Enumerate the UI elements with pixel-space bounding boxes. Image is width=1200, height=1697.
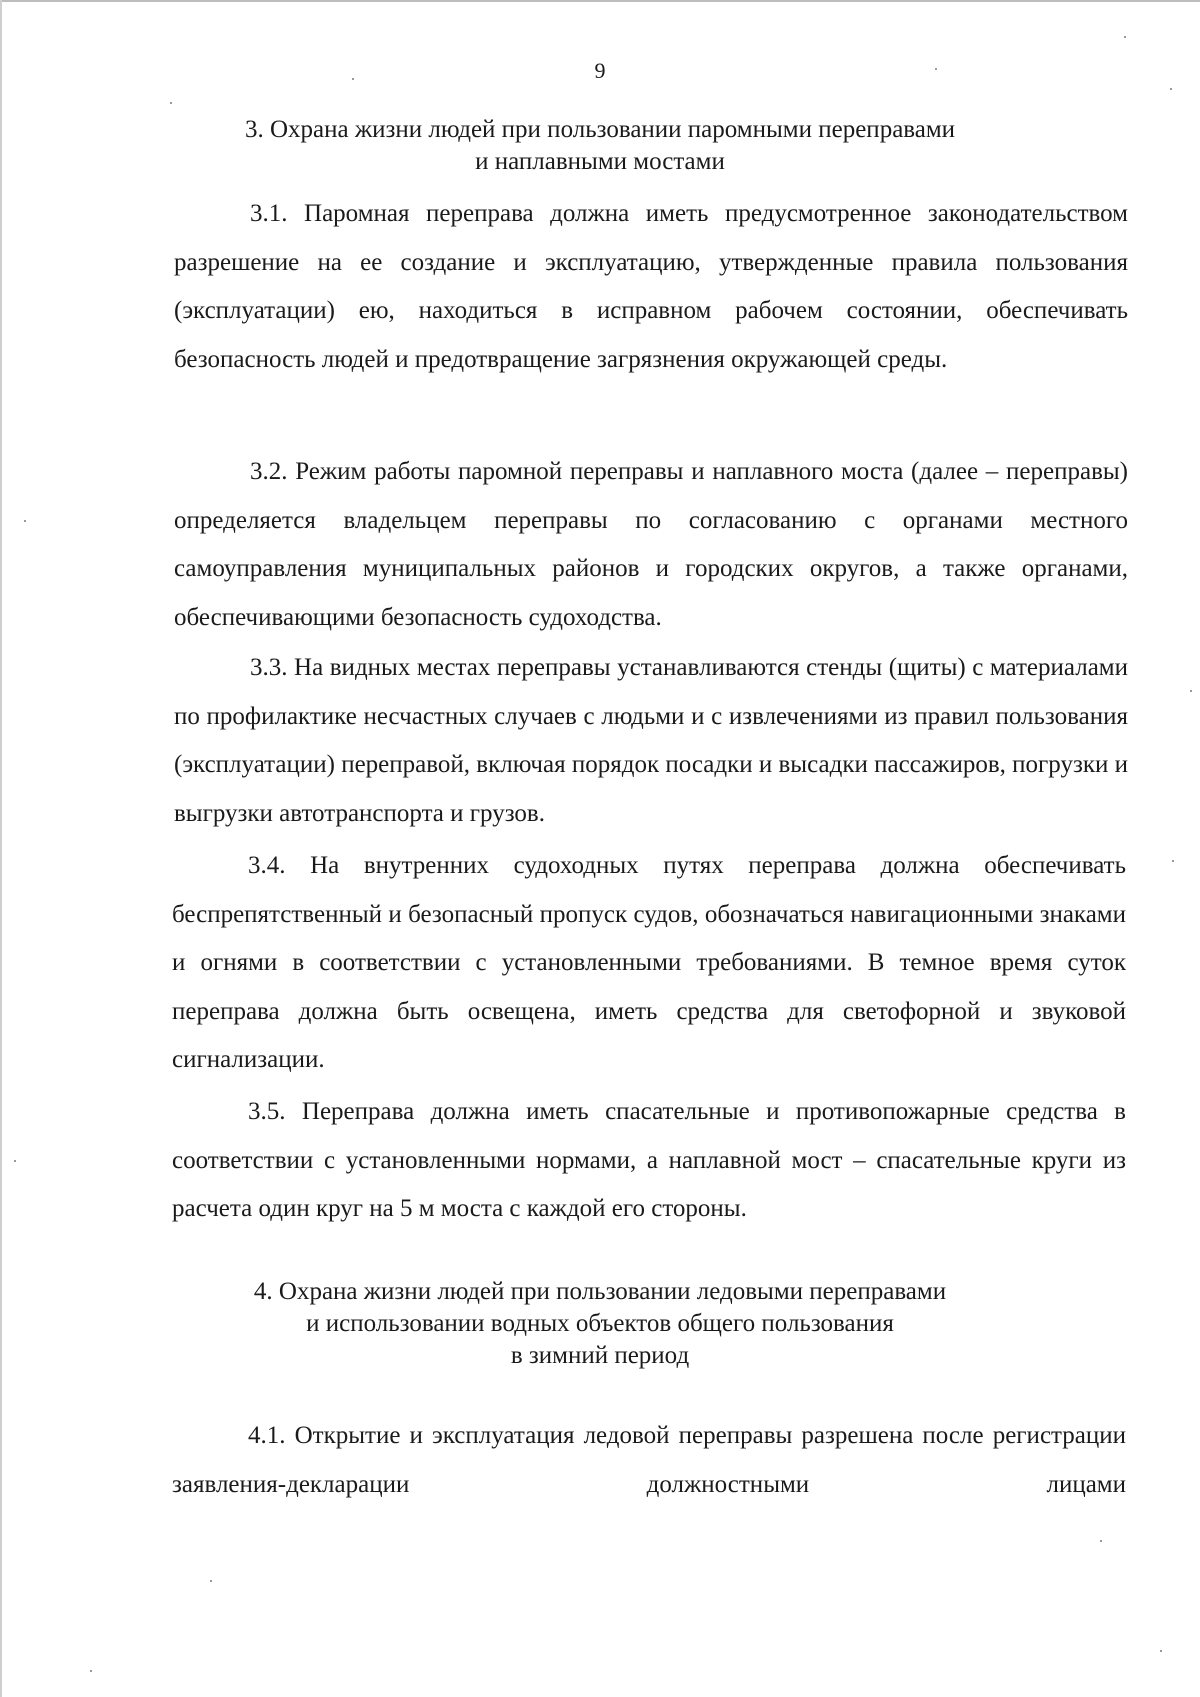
paragraph-3-2: 3.2. Режим работы паромной переправы и наплавного моста (далее – переправы) определяется владельцем переправы по согласованию с органами местного самоуправления муниципальных районов и городских округов, а также органами, обеспечивающими безопасность судоходства.	[174, 458, 1128, 631]
paragraph-3-1: 3.1. Паромная переправа должна иметь предусмотренное законодательством разрешение на ее создание и эксплуатацию, утвержденные правила пользования (эксплуатации) ею, находиться в исправном рабочем состоянии, обеспечивать безопасность людей и предотвращение загрязнения окружающей среды.	[174, 200, 1128, 373]
section-3-heading	[150, 114, 1050, 178]
scan-speck	[1124, 36, 1126, 38]
scan-speck	[24, 520, 26, 522]
section-4-heading	[150, 1276, 1050, 1372]
scan-speck	[1190, 690, 1192, 692]
scan-speck	[1172, 860, 1174, 862]
scan-speck	[14, 1160, 16, 1162]
section-4-title-line-3: в зимний период	[510, 1342, 690, 1369]
scan-speck	[170, 102, 172, 104]
scan-speck	[210, 1580, 212, 1582]
scan-speck	[352, 78, 354, 80]
scan-speck	[935, 68, 937, 70]
section-4-title-line-2: и использовании водных объектов общего пользования	[306, 1310, 894, 1337]
scan-speck	[1160, 1650, 1162, 1652]
paragraph-3-3: 3.3. На видных местах переправы устанавливаются стенды (щиты) с материалами по профилактике несчастных случаев с людьми и с извлечениями из правил пользования (эксплуатации) переправой, включая порядок посадки и высадки пассажиров, погрузки и выгрузки автотранспорта и грузов.	[174, 654, 1128, 827]
page-number: 9	[594, 58, 606, 83]
left-border-line	[0, 0, 2, 1697]
top-border-line	[0, 0, 1200, 2]
paragraph-4-1: 4.1. Открытие и эксплуатация ледовой переправы разрешена после регистрации заявления-декларации должностными лицами	[172, 1422, 1126, 1498]
paragraph-3-4: 3.4. На внутренних судоходных путях переправа должна обеспечивать беспрепятственный и безопасный пропуск судов, обозначаться навигационными знаками и огнями в соответствии с установленными требованиями. В темное время суток переправа должна быть освещена, иметь средства для светофорной и звуковой сигнализации.	[172, 852, 1126, 1073]
paragraph-3-5: 3.5. Переправа должна иметь спасательные и противопожарные средства в соответствии с установленными нормами, а наплавной мост – спасательные круги из расчета один круг на 5 м моста с каждой его стороны.	[172, 1098, 1126, 1222]
scan-speck	[1170, 88, 1172, 90]
scan-speck	[90, 1670, 92, 1672]
section-4-title-line-1: 4. Охрана жизни людей при пользовании ледовыми переправами	[253, 1278, 947, 1305]
section-3-title-line-2: и наплавными мостами	[475, 148, 725, 175]
section-3-title-line-1: 3. Охрана жизни людей при пользовании паромными переправами	[244, 116, 956, 143]
scan-speck	[1100, 1540, 1102, 1542]
